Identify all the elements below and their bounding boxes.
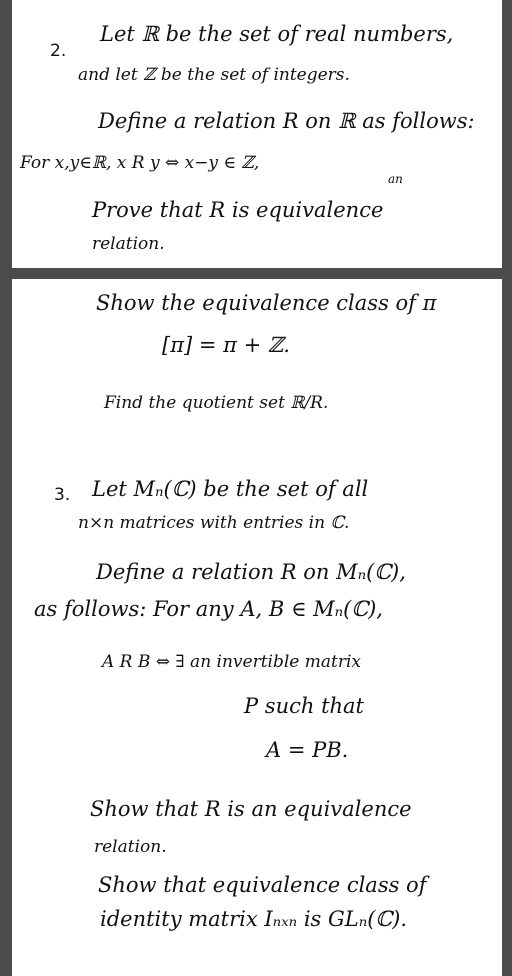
text-line: identity matrix Iₙₓₙ is GLₙ(ℂ). bbox=[100, 907, 408, 931]
text-line: as follows: For any A, B ∈ Mₙ(ℂ), bbox=[34, 597, 383, 621]
text-line: Let ℝ be the set of real numbers, bbox=[100, 22, 454, 46]
notebook-page-1 bbox=[12, 0, 502, 268]
text-line: For x,y∈ℝ, x R y ⇔ x−y ∈ ℤ, bbox=[20, 153, 260, 173]
text-line: Show the equivalence class of π bbox=[96, 291, 437, 315]
problem-number-2: 2. bbox=[50, 41, 67, 61]
text-line: Show that R is an equivalence bbox=[90, 797, 412, 821]
math-line: A = PB. bbox=[266, 738, 349, 762]
text-line: Define a relation R on Mₙ(ℂ), bbox=[96, 560, 406, 584]
math-line: [π] = π + ℤ. bbox=[162, 333, 290, 357]
text-line: Let Mₙ(ℂ) be the set of all bbox=[92, 477, 369, 501]
text-line: n×n matrices with entries in ℂ. bbox=[78, 513, 350, 533]
insertion-note: an bbox=[388, 172, 403, 186]
notebook-page-2 bbox=[12, 279, 502, 976]
text-line: Prove that R is equivalence bbox=[92, 198, 384, 222]
text-line: Define a relation R on ℝ as follows: bbox=[98, 109, 475, 133]
text-line: Show that equivalence class of bbox=[98, 873, 427, 897]
problem-number-3: 3. bbox=[54, 485, 71, 505]
text-line: relation. bbox=[92, 234, 165, 254]
text-line: Find the quotient set ℝ/R. bbox=[104, 393, 329, 413]
text-line: P such that bbox=[244, 694, 364, 718]
math-line: A R B ⇔ ∃ an invertible matrix bbox=[102, 652, 362, 672]
text-line: and let ℤ be the set of integers. bbox=[78, 65, 350, 85]
text-line: relation. bbox=[94, 837, 167, 857]
